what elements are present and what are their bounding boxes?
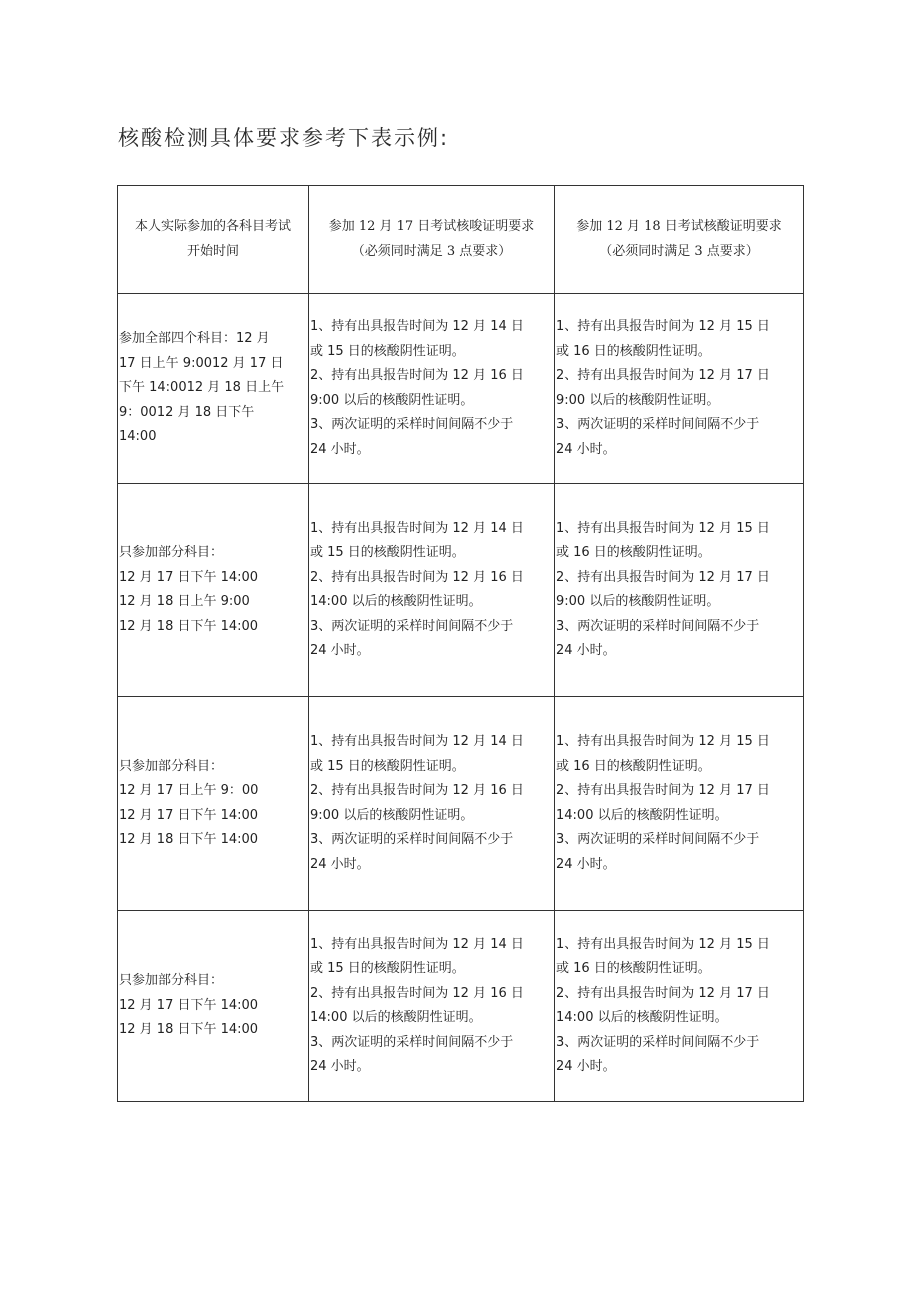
requirements-table [117,185,804,1102]
table-row [118,911,804,1102]
requirement-line: 2、持有出具报告时间为 12 月 16 日 [310,985,524,1001]
requirement-line: 1、持有出具报告时间为 12 月 15 日 [556,319,770,334]
requirement-line: 24 小时。 [310,643,370,658]
requirement-line: 1、持有出具报告时间为 12 月 14 日 [310,319,524,334]
requirement-line: 2、持有出具报告时间为 12 月 16 日 [310,569,524,585]
requirement-line: 2、持有出具报告时间为 12 月 17 日 [556,368,770,383]
subject-line: 只参加部分科目： [119,545,224,560]
requirement-line: 3、两次证明的采样时间间隔不少于 [310,417,514,432]
requirement-line: 3、两次证明的采样时间间隔不少于 [556,1034,760,1050]
subject-line: 12 月 17 日下午 14:00 [119,569,259,585]
requirement-line: 24 小时。 [310,441,370,457]
table-header-row [118,186,804,294]
header-dec18-line2: （必须同时满足 3 点要求） [599,243,759,259]
requirement-line: 24 小时。 [556,856,616,872]
requirement-line: 14:00 以后的核酸阴性证明。 [556,807,728,823]
subject-line: 12 月 17 日下午 14:00 [119,807,259,823]
requirement-line: 或 15 日的核酸阴性证明。 [310,961,465,976]
subject-line: 参加全部四个科目：12 月 [119,331,270,347]
requirement-line: 24 小时。 [556,441,616,457]
requirement-line: 1、持有出具报告时间为 12 月 15 日 [556,520,770,536]
requirement-line: 1、持有出具报告时间为 12 月 14 日 [310,936,524,952]
page-title: 核酸检测具体要求参考下表示例: [118,126,450,150]
requirement-line: 2、持有出具报告时间为 12 月 17 日 [556,985,770,1001]
subject-line: 下午 14:0012 月 18 日上午 [119,380,285,396]
requirement-line: 或 16 日的核酸阴性证明。 [556,343,711,359]
header-dec17-line2: （必须同时满足 3 点要求） [351,243,512,259]
dec17-requirement-cell [309,697,555,911]
exam-subjects-cell [118,697,309,911]
requirement-line: 3、两次证明的采样时间间隔不少于 [310,1034,514,1050]
requirement-line: 1、持有出具报告时间为 12 月 15 日 [556,936,770,952]
exam-subjects-cell [118,484,309,697]
requirement-line: 24 小时。 [556,1059,616,1074]
subject-line: 12 月 17 日下午 14:00 [119,997,259,1013]
requirement-line: 14:00 以后的核酸阴性证明。 [310,594,482,609]
subject-line: 12 月 18 日下午 14:00 [119,618,259,634]
requirement-line: 9:00 以后的核酸阴性证明。 [310,392,474,408]
subject-line: 12 月 18 日上午 9:00 [119,594,250,609]
requirement-line: 3、两次证明的采样时间间隔不少于 [310,832,514,847]
subject-line: 只参加部分科目： [119,973,224,989]
requirement-line: 14:00 以后的核酸阴性证明。 [556,1010,728,1025]
requirement-line: 9:00 以后的核酸阴性证明。 [556,392,720,408]
dec18-requirement-cell [555,484,804,697]
dec17-requirement-cell [309,911,555,1102]
requirement-line: 1、持有出具报告时间为 12 月 15 日 [556,734,770,749]
requirement-line: 24 小时。 [310,856,370,872]
header-exam-time-line1: 本人实际参加的各科目考试 [134,219,291,234]
requirement-line: 或 16 日的核酸阴性证明。 [556,758,711,774]
header-dec18-line1: 参加 12 月 18 日考试核酸证明要求 [576,219,782,234]
header-exam-time [118,186,309,294]
requirement-line: 3、两次证明的采样时间间隔不少于 [556,832,760,847]
dec17-requirement-cell [309,294,555,484]
header-dec17-requirements [309,186,555,294]
requirement-line: 24 小时。 [310,1059,370,1074]
subject-line: 12 月 18 日下午 14:00 [119,832,259,847]
table-row [118,294,804,484]
requirement-line: 1、持有出具报告时间为 12 月 14 日 [310,520,524,536]
requirement-line: 1、持有出具报告时间为 12 月 14 日 [310,734,524,749]
subject-line: 14:00 [119,429,157,445]
subject-line: 17 日上午 9:0012 月 17 日 [119,355,284,371]
requirement-line: 2、持有出具报告时间为 12 月 16 日 [310,368,524,383]
requirement-line: 或 16 日的核酸阴性证明。 [556,545,711,560]
table-row [118,697,804,911]
dec18-requirement-cell [555,697,804,911]
dec18-requirement-cell [555,911,804,1102]
requirement-line: 或 15 日的核酸阴性证明。 [310,343,465,359]
requirement-line: 9:00 以后的核酸阴性证明。 [556,594,720,609]
dec18-requirement-cell [555,294,804,484]
requirement-line: 24 小时。 [556,643,616,658]
subject-line: 9：0012 月 18 日下午 [119,404,255,420]
requirement-line: 3、两次证明的采样时间间隔不少于 [556,417,760,432]
requirement-line: 3、两次证明的采样时间间隔不少于 [556,618,760,634]
requirement-line: 2、持有出具报告时间为 12 月 16 日 [310,783,524,798]
exam-subjects-cell [118,911,309,1102]
requirement-line: 2、持有出具报告时间为 12 月 17 日 [556,783,770,798]
subject-line: 12 月 18 日下午 14:00 [119,1022,259,1038]
requirement-line: 3、两次证明的采样时间间隔不少于 [310,618,514,634]
requirement-line: 14:00 以后的核酸阴性证明。 [310,1010,482,1025]
subject-line: 12 月 17 日上午 9：00 [119,783,259,798]
subject-line: 只参加部分科目： [119,758,224,774]
header-dec17-line1: 参加 12 月 17 日考试核唆证明要求 [328,219,535,234]
exam-subjects-cell [118,294,309,484]
requirement-line: 或 16 日的核酸阴性证明。 [556,961,711,976]
requirement-line: 2、持有出具报告时间为 12 月 17 日 [556,569,770,585]
header-dec18-requirements [555,186,804,294]
table-row [118,484,804,697]
requirement-line: 或 15 日的核酸阴性证明。 [310,758,465,774]
dec17-requirement-cell [309,484,555,697]
header-exam-time-line2: 开始时间 [186,243,239,259]
requirement-line: 9:00 以后的核酸阴性证明。 [310,807,474,823]
requirement-line: 或 15 日的核酸阴性证明。 [310,545,465,560]
